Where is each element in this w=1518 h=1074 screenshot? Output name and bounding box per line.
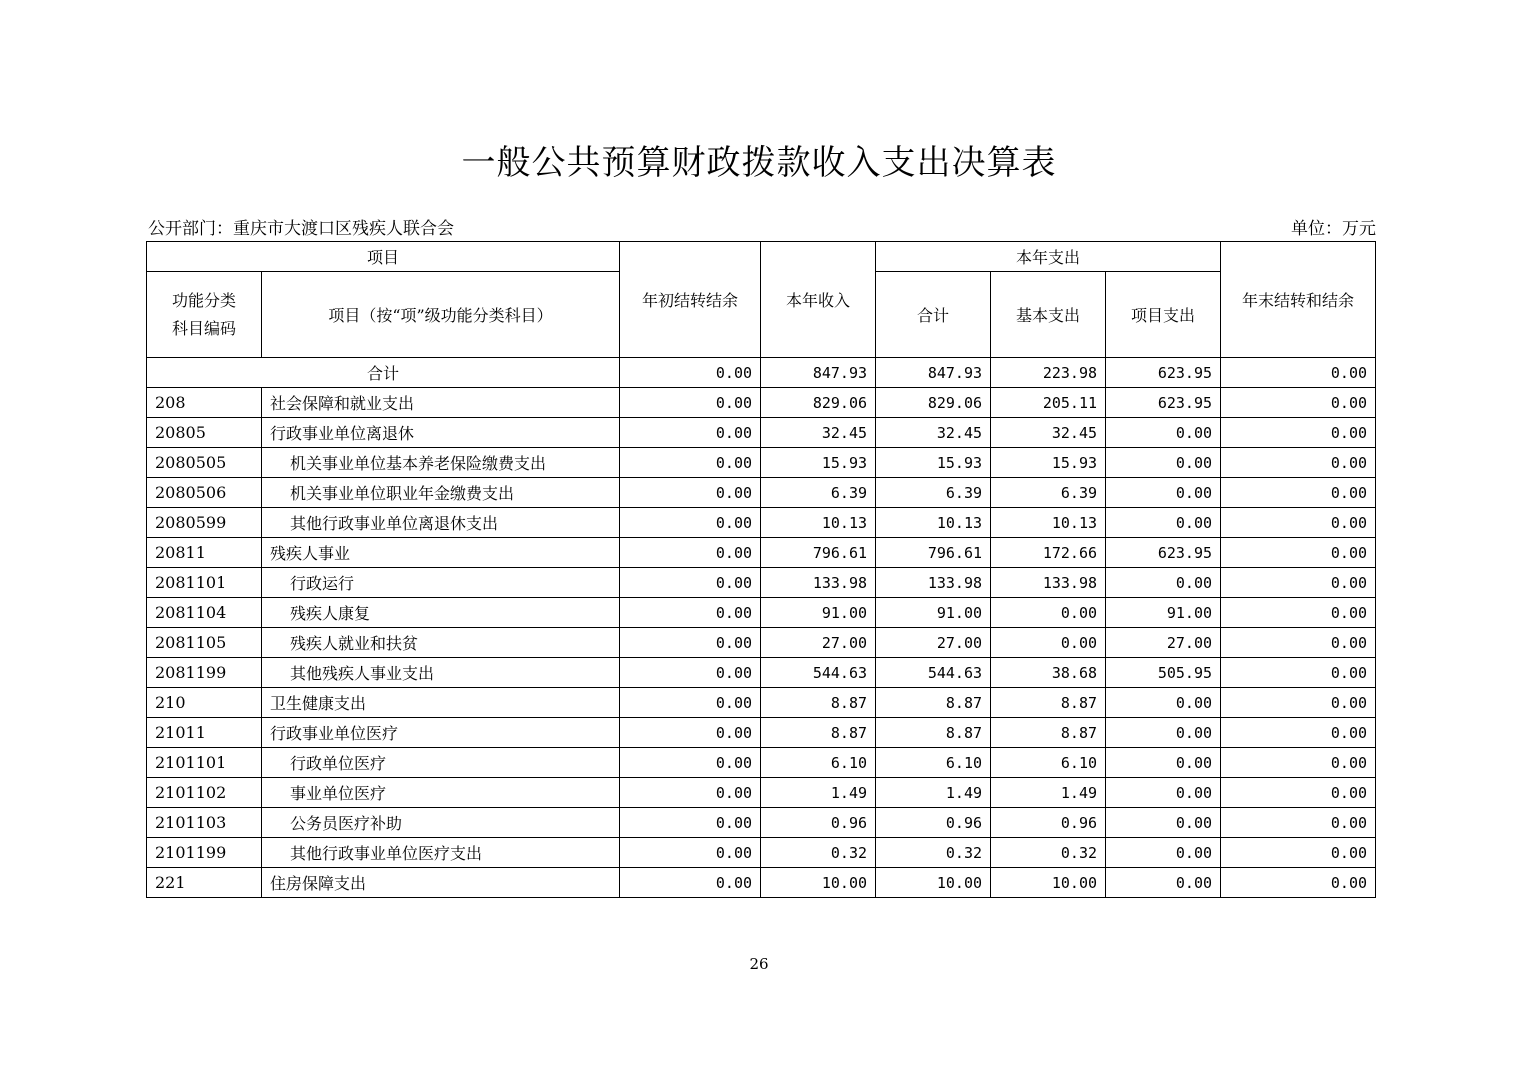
row-value: 544.63 xyxy=(876,658,991,688)
header-income: 本年收入 xyxy=(761,242,876,358)
header-item: 项目 xyxy=(147,242,620,272)
row-name: 社会保障和就业支出 xyxy=(262,388,620,418)
row-value: 6.10 xyxy=(876,748,991,778)
row-value: 544.63 xyxy=(761,658,876,688)
header-code: 功能分类科目编码 xyxy=(147,272,262,358)
row-name: 事业单位医疗 xyxy=(262,778,620,808)
row-value: 0.00 xyxy=(620,688,761,718)
department-label: 公开部门：重庆市大渡口区残疾人联合会 xyxy=(148,219,454,239)
table-row xyxy=(147,838,1376,868)
row-code: 2081104 xyxy=(147,598,262,628)
table-row xyxy=(147,778,1376,808)
row-value: 0.00 xyxy=(620,538,761,568)
row-value: 205.11 xyxy=(991,388,1106,418)
row-value: 0.96 xyxy=(991,808,1106,838)
table-row xyxy=(147,868,1376,898)
header-carry-begin: 年初结转结余 xyxy=(620,242,761,358)
row-value: 91.00 xyxy=(761,598,876,628)
row-value: 6.10 xyxy=(991,748,1106,778)
row-value: 0.00 xyxy=(1106,568,1221,598)
row-value: 15.93 xyxy=(876,448,991,478)
row-value: 10.13 xyxy=(761,508,876,538)
row-value: 6.10 xyxy=(761,748,876,778)
row-value: 829.06 xyxy=(876,388,991,418)
row-code: 2081105 xyxy=(147,628,262,658)
row-value: 91.00 xyxy=(1106,598,1221,628)
row-name: 卫生健康支出 xyxy=(262,688,620,718)
row-value: 505.95 xyxy=(1106,658,1221,688)
table-row xyxy=(147,718,1376,748)
page-number: 26 xyxy=(749,955,769,973)
total-cell: 623.95 xyxy=(1106,358,1221,388)
table-row xyxy=(147,628,1376,658)
header-name: 项目（按“项”级功能分类科目） xyxy=(262,272,620,358)
row-value: 0.00 xyxy=(620,628,761,658)
row-name: 机关事业单位职业年金缴费支出 xyxy=(262,478,620,508)
row-value: 0.00 xyxy=(1221,868,1376,898)
row-value: 1.49 xyxy=(761,778,876,808)
row-name: 机关事业单位基本养老保险缴费支出 xyxy=(262,448,620,478)
table-row xyxy=(147,388,1376,418)
row-value: 0.00 xyxy=(1221,508,1376,538)
total-label: 合计 xyxy=(147,358,620,388)
row-value: 0.00 xyxy=(620,808,761,838)
row-value: 0.00 xyxy=(1221,418,1376,448)
row-code: 2081101 xyxy=(147,568,262,598)
row-code: 208 xyxy=(147,388,262,418)
row-value: 0.32 xyxy=(876,838,991,868)
row-value: 172.66 xyxy=(991,538,1106,568)
table-row xyxy=(147,508,1376,538)
row-code: 2080505 xyxy=(147,448,262,478)
row-code: 2081199 xyxy=(147,658,262,688)
table-row xyxy=(147,478,1376,508)
row-value: 133.98 xyxy=(761,568,876,598)
row-value: 1.49 xyxy=(876,778,991,808)
row-value: 0.00 xyxy=(991,628,1106,658)
row-value: 15.93 xyxy=(761,448,876,478)
row-value: 0.96 xyxy=(876,808,991,838)
row-value: 0.00 xyxy=(1221,688,1376,718)
row-value: 0.00 xyxy=(620,778,761,808)
row-value: 27.00 xyxy=(761,628,876,658)
row-value: 0.00 xyxy=(620,508,761,538)
header-row-1 xyxy=(147,242,1376,272)
row-name: 行政单位医疗 xyxy=(262,748,620,778)
total-cell: 0.00 xyxy=(620,358,761,388)
row-code: 221 xyxy=(147,868,262,898)
row-code: 2101103 xyxy=(147,808,262,838)
row-value: 0.00 xyxy=(1106,778,1221,808)
row-value: 0.00 xyxy=(1106,868,1221,898)
row-value: 0.00 xyxy=(620,418,761,448)
row-name: 行政事业单位医疗 xyxy=(262,718,620,748)
row-value: 0.00 xyxy=(991,598,1106,628)
table-row xyxy=(147,808,1376,838)
row-value: 0.00 xyxy=(1221,478,1376,508)
row-value: 0.00 xyxy=(1221,748,1376,778)
row-value: 133.98 xyxy=(876,568,991,598)
row-value: 0.00 xyxy=(1106,748,1221,778)
row-code: 20805 xyxy=(147,418,262,448)
table-row xyxy=(147,418,1376,448)
row-value: 0.96 xyxy=(761,808,876,838)
header-carry-end: 年末结转和结余 xyxy=(1221,242,1376,358)
page-title: 一般公共预算财政拨款收入支出决算表 xyxy=(461,143,1057,183)
row-value: 0.00 xyxy=(620,568,761,598)
row-value: 0.00 xyxy=(620,838,761,868)
row-value: 10.13 xyxy=(991,508,1106,538)
row-value: 32.45 xyxy=(991,418,1106,448)
total-cell: 223.98 xyxy=(991,358,1106,388)
total-cell: 847.93 xyxy=(876,358,991,388)
budget-table xyxy=(146,241,1376,898)
row-name: 行政事业单位离退休 xyxy=(262,418,620,448)
table-row xyxy=(147,568,1376,598)
table-row xyxy=(147,598,1376,628)
row-value: 0.00 xyxy=(1221,778,1376,808)
row-value: 0.00 xyxy=(1221,388,1376,418)
row-name: 公务员医疗补助 xyxy=(262,808,620,838)
row-value: 32.45 xyxy=(876,418,991,448)
row-value: 0.00 xyxy=(1221,538,1376,568)
total-row xyxy=(147,358,1376,388)
row-value: 0.00 xyxy=(1221,838,1376,868)
row-value: 0.00 xyxy=(1221,568,1376,598)
row-value: 796.61 xyxy=(876,538,991,568)
row-value: 6.39 xyxy=(876,478,991,508)
row-value: 0.00 xyxy=(1106,508,1221,538)
row-name: 残疾人事业 xyxy=(262,538,620,568)
row-code: 2080599 xyxy=(147,508,262,538)
row-value: 0.32 xyxy=(991,838,1106,868)
row-value: 0.00 xyxy=(1106,688,1221,718)
row-code: 20811 xyxy=(147,538,262,568)
row-value: 0.00 xyxy=(620,448,761,478)
row-value: 1.49 xyxy=(991,778,1106,808)
header-expense: 本年支出 xyxy=(876,242,1221,272)
row-code: 2101102 xyxy=(147,778,262,808)
row-name: 其他残疾人事业支出 xyxy=(262,658,620,688)
row-value: 0.00 xyxy=(620,868,761,898)
row-value: 0.00 xyxy=(1106,718,1221,748)
row-value: 623.95 xyxy=(1106,538,1221,568)
row-value: 8.87 xyxy=(876,718,991,748)
row-value: 0.00 xyxy=(1106,418,1221,448)
row-value: 8.87 xyxy=(761,718,876,748)
row-value: 27.00 xyxy=(1106,628,1221,658)
row-value: 8.87 xyxy=(991,718,1106,748)
row-code: 210 xyxy=(147,688,262,718)
row-code: 2101101 xyxy=(147,748,262,778)
row-value: 91.00 xyxy=(876,598,991,628)
row-value: 0.00 xyxy=(1106,808,1221,838)
row-value: 0.00 xyxy=(620,478,761,508)
row-value: 0.00 xyxy=(1221,658,1376,688)
table-row xyxy=(147,448,1376,478)
row-value: 0.00 xyxy=(620,598,761,628)
row-value: 10.00 xyxy=(991,868,1106,898)
row-value: 10.00 xyxy=(876,868,991,898)
table-row xyxy=(147,658,1376,688)
row-value: 6.39 xyxy=(761,478,876,508)
row-code: 2080506 xyxy=(147,478,262,508)
row-code: 21011 xyxy=(147,718,262,748)
row-value: 0.00 xyxy=(1106,838,1221,868)
row-value: 0.00 xyxy=(620,718,761,748)
row-name: 行政运行 xyxy=(262,568,620,598)
row-name: 住房保障支出 xyxy=(262,868,620,898)
row-value: 0.00 xyxy=(1221,598,1376,628)
unit-label: 单位：万元 xyxy=(1291,219,1376,239)
row-value: 829.06 xyxy=(761,388,876,418)
row-value: 0.32 xyxy=(761,838,876,868)
total-cell: 0.00 xyxy=(1221,358,1376,388)
table-row xyxy=(147,538,1376,568)
row-value: 623.95 xyxy=(1106,388,1221,418)
row-value: 8.87 xyxy=(876,688,991,718)
row-value: 8.87 xyxy=(991,688,1106,718)
row-value: 0.00 xyxy=(1221,448,1376,478)
row-value: 6.39 xyxy=(991,478,1106,508)
row-value: 0.00 xyxy=(620,748,761,778)
row-value: 796.61 xyxy=(761,538,876,568)
row-value: 0.00 xyxy=(1106,448,1221,478)
table-row xyxy=(147,688,1376,718)
header-project: 项目支出 xyxy=(1106,272,1221,358)
row-name: 其他行政事业单位医疗支出 xyxy=(262,838,620,868)
row-value: 10.00 xyxy=(761,868,876,898)
row-name: 残疾人康复 xyxy=(262,598,620,628)
table-row xyxy=(147,748,1376,778)
row-name: 其他行政事业单位离退休支出 xyxy=(262,508,620,538)
row-value: 133.98 xyxy=(991,568,1106,598)
row-value: 0.00 xyxy=(620,658,761,688)
row-value: 27.00 xyxy=(876,628,991,658)
row-value: 8.87 xyxy=(761,688,876,718)
row-value: 15.93 xyxy=(991,448,1106,478)
row-value: 0.00 xyxy=(620,388,761,418)
row-code: 2101199 xyxy=(147,838,262,868)
row-value: 38.68 xyxy=(991,658,1106,688)
row-name: 残疾人就业和扶贫 xyxy=(262,628,620,658)
row-value: 0.00 xyxy=(1221,628,1376,658)
row-value: 0.00 xyxy=(1221,808,1376,838)
header-total: 合计 xyxy=(876,272,991,358)
row-value: 0.00 xyxy=(1106,478,1221,508)
header-basic: 基本支出 xyxy=(991,272,1106,358)
row-value: 0.00 xyxy=(1221,718,1376,748)
row-value: 10.13 xyxy=(876,508,991,538)
total-cell: 847.93 xyxy=(761,358,876,388)
row-value: 32.45 xyxy=(761,418,876,448)
